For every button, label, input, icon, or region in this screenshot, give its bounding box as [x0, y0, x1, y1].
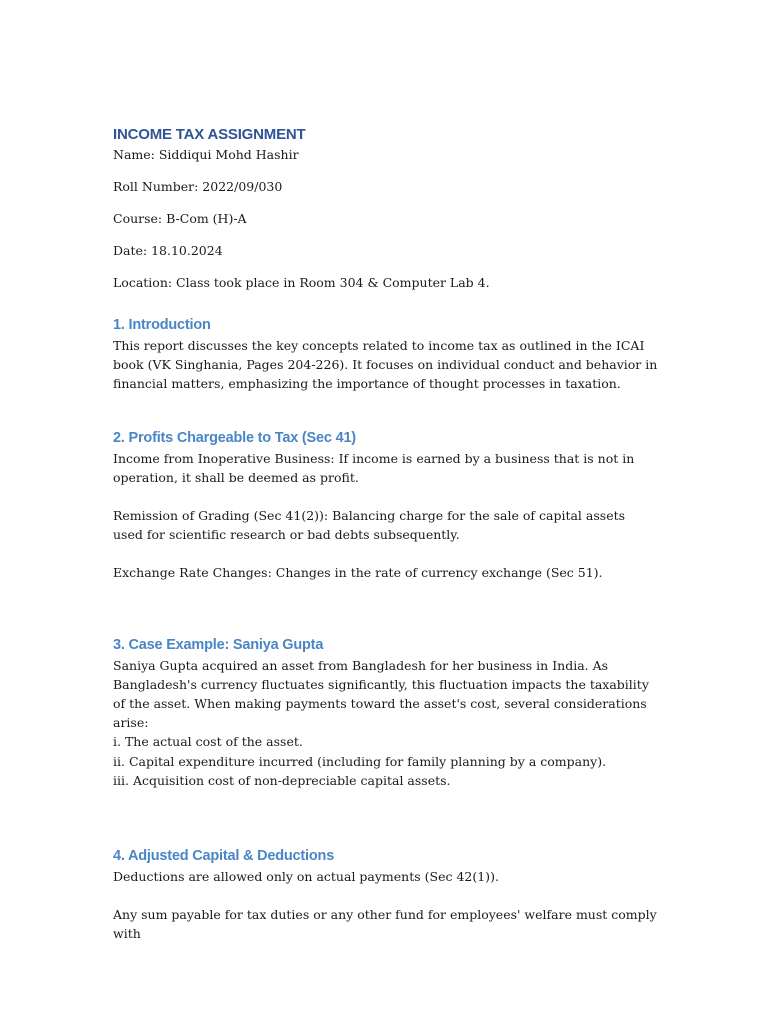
meta-name: Name: Siddiqui Mohd Hashir: [113, 147, 299, 162]
section-heading-profits-chargeable: 2. Profits Chargeable to Tax (Sec 41): [113, 429, 356, 446]
meta-date: Date: 18.10.2024: [113, 243, 223, 258]
section-paragraph: Deductions are allowed only on actual payments (Sec 42(1)).: [113, 869, 499, 885]
meta-roll-number: Roll Number: 2022/09/030: [113, 179, 283, 194]
section-heading-adjusted-capital: 4. Adjusted Capital & Deductions: [113, 848, 335, 865]
section-paragraph: Remission of Grading (Sec 41(2)): Balancing charge for the sale of capital assets used for scientific research or bad debts subsequently.: [113, 508, 626, 543]
section-paragraph: Any sum payable for tax duties or any other fund for employees' welfare must comply with: [113, 907, 657, 942]
section-paragraph: This report discusses the key concepts related to income tax as outlined in the ICAI book (VK Singhania, Pages 204-226). It focuses on individual conduct and behavior in financial matters, emphasizing the importance of thought processes in taxation.: [113, 338, 658, 392]
document-title: INCOME TAX ASSIGNMENT: [113, 126, 306, 143]
list-item: ii. Capital expenditure incurred (including for family planning by a company).: [113, 753, 607, 769]
meta-course: Course: B-Com (H)-A: [113, 211, 247, 226]
section-heading-case-example: 3. Case Example: Saniya Gupta: [113, 636, 324, 653]
list-item: i. The actual cost of the asset.: [113, 734, 303, 750]
section-heading-introduction: 1. Introduction: [113, 317, 211, 333]
document-body: [113, 124, 658, 944]
section-paragraph: Exchange Rate Changes: Changes in the rate of currency exchange (Sec 51).: [113, 565, 603, 581]
section-paragraph: Saniya Gupta acquired an asset from Bangladesh for her business in India. As Bangladesh's currency fluctuates significantly, this fluctuation impacts the taxability of the asset. When making payments toward the asset's cost, several considerations arise:: [113, 657, 649, 731]
meta-location: Location: Class took place in Room 304 & Computer Lab 4.: [113, 275, 490, 290]
section-paragraph: Income from Inoperative Business: If income is earned by a business that is not in operation, it shall be deemed as profit.: [113, 450, 635, 485]
list-item: iii. Acquisition cost of non-depreciable capital assets.: [113, 772, 451, 788]
